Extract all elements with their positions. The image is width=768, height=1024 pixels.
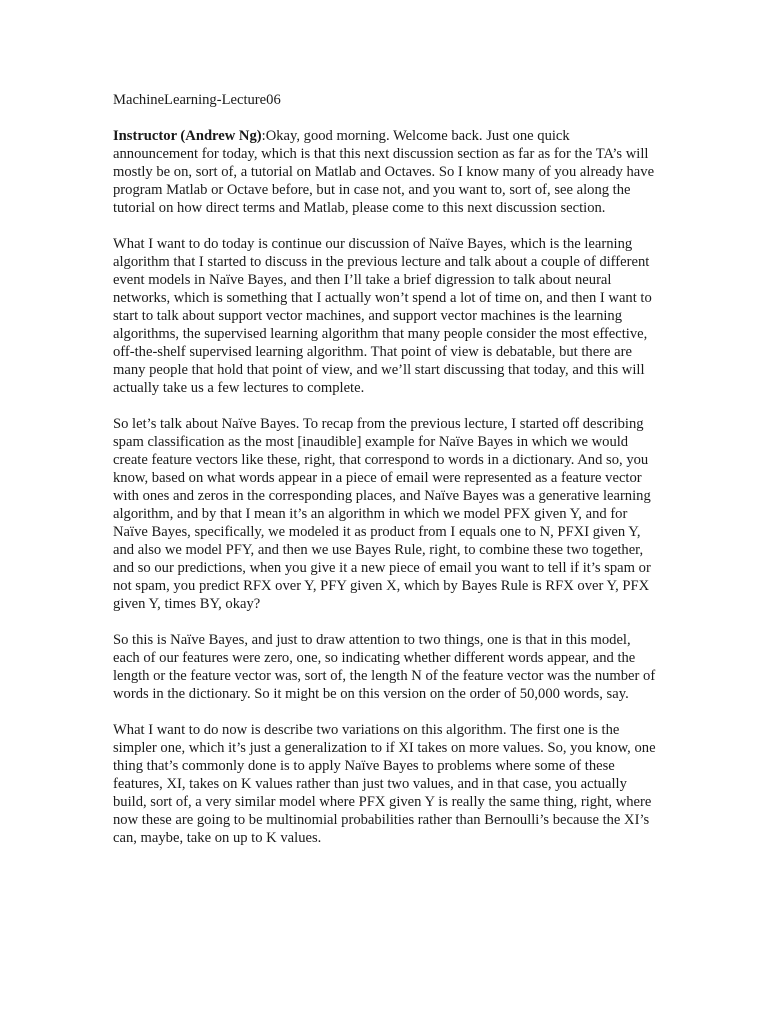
paragraph: What I want to do now is describe two variations on this algorithm. The first one is the simpler one, which it’s just a generalization to if XI takes on more values. So, you know, one thing that’s commonly done is to apply Naïve Bayes to problems where some of these features, XI, takes on K values rather than just two values, and in that case, you actually build, sort of, a very similar model where PFX given Y is really the same thing, right, where now these are going to be multinomial probabilities rather than Bernoulli’s because the XI’s can, maybe, take on up to K values. (113, 722, 656, 846)
paragraph: So let’s talk about Naïve Bayes. To recap from the previous lecture, I started off describing spam classification as the most [inaudible] example for Naïve Bayes in which we would create feature vectors like these, right, that correspond to words in a dictionary. And so, you know, based on what words appear in a piece of email were represented as a feature vector with ones and zeros in the corresponding places, and Naïve Bayes was a generative learning algorithm, and by that I mean it’s an algorithm in which we model PFX given Y, and for Naïve Bayes, specifically, we modeled it as product from I equals one to N, PFXI given Y, and also we model PFY, and then we use Bayes Rule, right, to combine these two together, and so our predictions, when you give it a new piece of email you want to tell if it’s spam or not spam, you predict RFX over Y, PFY given X, which by Bayes Rule is RFX over Y, PFX given Y, times BY, okay? (113, 416, 651, 612)
speaker-label: Instructor (Andrew Ng) (113, 128, 262, 144)
document-page (113, 91, 656, 865)
paragraph: What I want to do today is continue our discussion of Naïve Bayes, which is the learning algorithm that I started to discuss in the previous lecture and talk about a couple of different event models in Naïve Bayes, and then I’ll take a brief digression to talk about neural networks, which is something that I actually won’t spend a lot of time on, and then I want to start to talk about support vector machines, and support vector machines is the learning algorithms, the supervised learning algorithm that many people consider the most effective, off-the-shelf supervised learning algorithm. That point of view is debatable, but there are many people that hold that point of view, and we’ll start discussing that today, and this will actually take us a few lectures to complete. (113, 236, 652, 396)
paragraph-intro (113, 127, 656, 217)
document-title: MachineLearning-Lecture06 (113, 92, 281, 108)
paragraph: So this is Naïve Bayes, and just to draw attention to two things, one is that in this model, each of our features were zero, one, so indicating whether different words appear, and the length or the feature vector was, sort of, the length N of the feature vector was the number of words in the dictionary. So it might be on this version on the order of 50,000 words, say. (113, 632, 656, 702)
paragraph-text: :Okay, good morning. Welcome back. Just one quick announcement for today, which is that this next discussion section as far as for the TA’s will mostly be on, sort of, a tutorial on Matlab and Octaves. So I know many of you already have program Matlab or Octave before, but in case not, and you want to, sort of, see along the tutorial on how direct terms and Matlab, please come to this next discussion section. (113, 128, 655, 216)
